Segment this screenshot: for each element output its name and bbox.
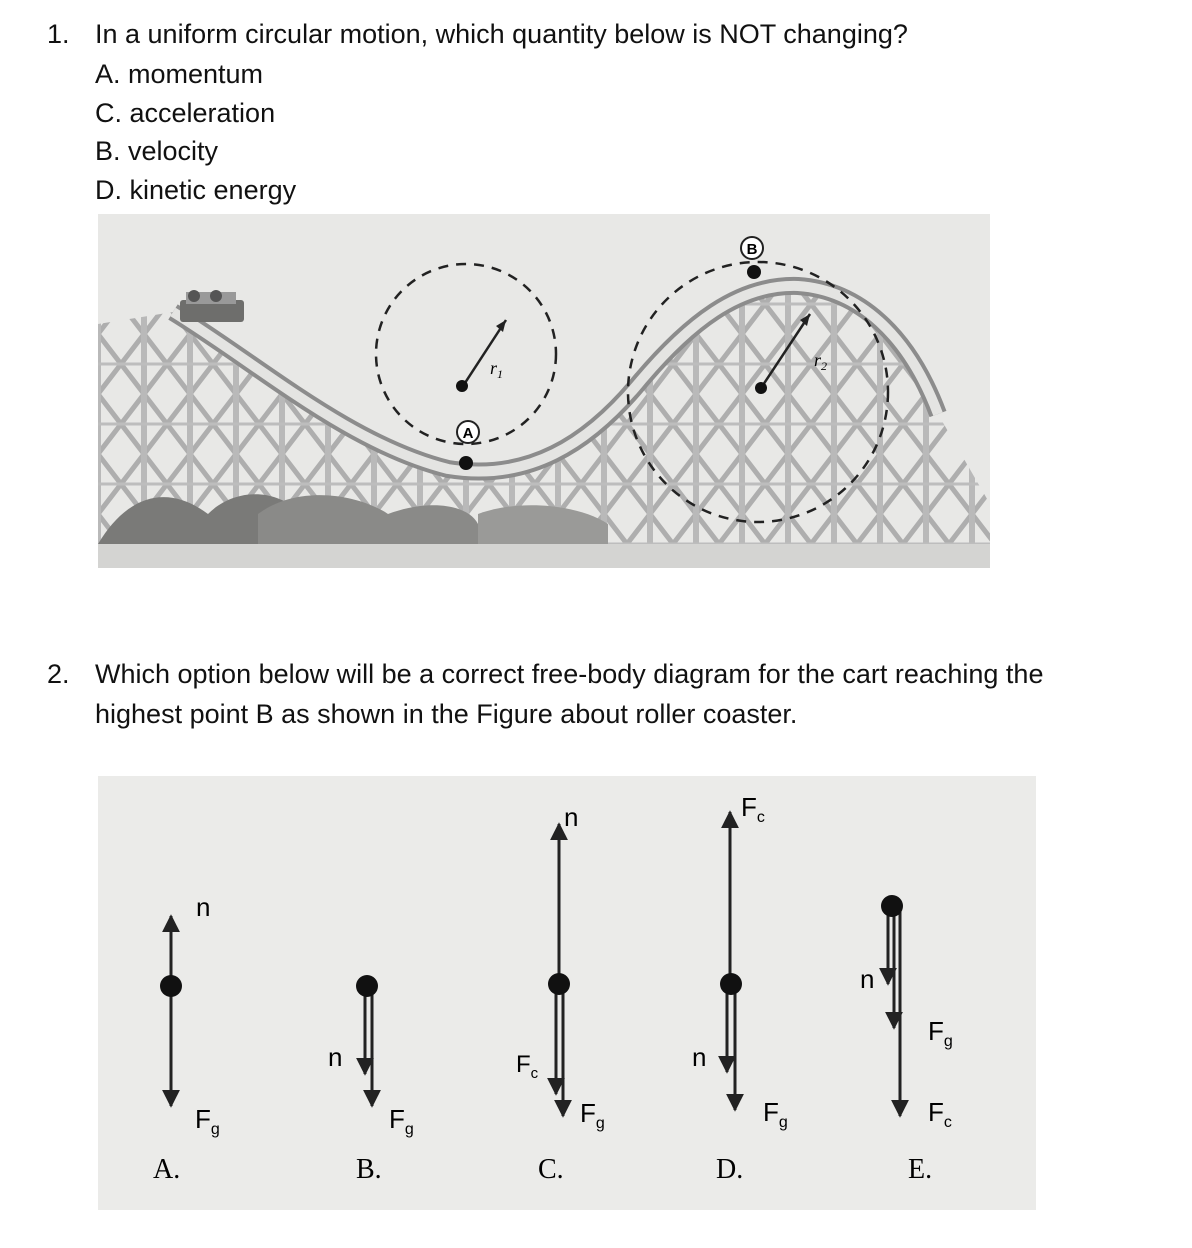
point-a-dot [459,456,473,470]
diagram-b-force-fg: $F_g$ [389,1104,414,1138]
question-2-line-2: highest point B as shown in the Figure about roller coaster. [95,699,798,729]
diagram-d-letter: D. [716,1154,744,1185]
option-c-acceleration: C. acceleration [95,97,276,128]
question-2-number: 2. [47,659,70,689]
cart-icon [180,290,244,322]
question-1-text: In a uniform circular motion, which quantity below is NOT changing? [95,19,908,49]
diagram-c-force-fc: $F_c$ [516,1051,539,1082]
radius-1-label: $r_1$ [490,358,504,381]
free-body-diagrams [98,776,1036,1210]
diagram-b-force-n: n [328,1042,343,1072]
option-d-kinetic-energy: D. kinetic energy [95,174,297,205]
option-b-velocity: B. velocity [95,136,219,166]
diagram-d-force-fc: $F_c$ [741,792,765,826]
diagram-d-force-fg: $F_g$ [763,1097,788,1131]
question-1-options [95,55,296,209]
diagram-e-force-fc: $F_c$ [928,1097,952,1131]
diagram-a-force-fg: $F_g$ [195,1104,220,1138]
point-b-label: B [746,241,758,258]
question-1-number: 1. [47,19,70,49]
point-b-dot [747,265,761,279]
diagram-c-force-n: n [564,802,579,832]
radius-2-label: $r_2$ [814,350,828,373]
roller-coaster-figure [98,214,990,568]
diagram-e-force-n: n [860,964,875,994]
diagram-a-force-n: n [196,892,211,922]
diagram-c-force-fg: $F_g$ [580,1098,605,1132]
roller-coaster-illustration [98,214,990,568]
diagram-c-letter: C. [538,1154,564,1185]
option-a-momentum: A. momentum [95,59,264,89]
diagram-e-force-fg: $F_g$ [928,1016,953,1050]
diagram-d-force-n: n [692,1042,707,1072]
question-2-line-1: Which option below will be a correct free-body diagram for the cart reaching the [95,659,1044,689]
diagram-e-letter: E. [908,1154,933,1185]
point-a-label: A [462,425,474,442]
diagram-b-letter: B. [356,1154,382,1185]
free-body-diagrams-figure [98,776,1036,1210]
diagram-a-letter: A. [153,1154,181,1185]
